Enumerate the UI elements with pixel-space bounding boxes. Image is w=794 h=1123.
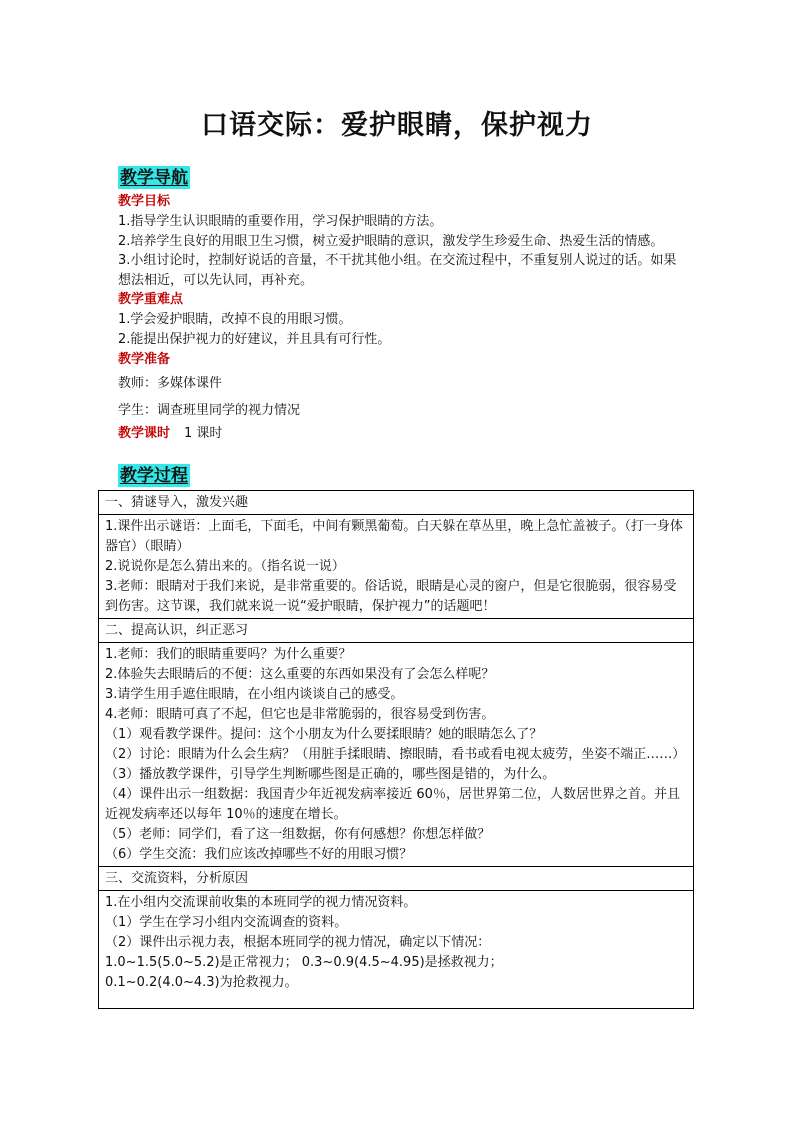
- process-line: 1.0~1.5(5.0~5.2)是正常视力； 0.3~0.9(4.5~4.95)是拯救视力；: [105, 955, 503, 970]
- key-point-item: 2.能提出保护视力的好建议，并且具有可行性。: [118, 331, 391, 347]
- hours-value: 1 课时: [184, 426, 223, 441]
- process-line: （3）播放教学课件，引导学生判断哪些图是正确的，哪些图是错的，为什么。: [105, 767, 556, 782]
- process-section-heading: 二、提高认识，纠正恶习: [99, 619, 693, 643]
- process-section-body: [99, 891, 693, 994]
- preparation-teacher: 教师：多媒体课件: [118, 376, 223, 391]
- process-line: （5）老师：同学们，看了这一组数据，你有何感想？你想怎样做？: [105, 827, 491, 842]
- key-points-heading: 教学重难点: [118, 292, 184, 307]
- objectives-heading: 教学目标: [118, 194, 171, 209]
- process-section-body: [99, 515, 693, 619]
- process-line: （2）课件出示视力表，根据本班同学的视力情况，确定以下情况：: [105, 935, 491, 950]
- process-line: （4）课件出示一组数据：我国青少年近视发病率接近 60％，居世界第二位，人数居世界之首。并且近视发病率还以每年 10％的速度在增长。: [105, 787, 680, 822]
- process-line: 1.老师：我们的眼睛重要吗？为什么重要？: [105, 647, 352, 662]
- nav-heading: 教学导航: [120, 168, 188, 188]
- process-section-heading: 三、交流资料，分析原因: [99, 867, 693, 891]
- preparation-student: 学生：调查班里同学的视力情况: [118, 403, 301, 418]
- process-line: 2.体验失去眼睛后的不便：这么重要的东西如果没有了会怎么样呢？: [105, 667, 495, 682]
- objective-item: 3.小组讨论时，控制好说话的音量，不干扰其他小组。在交流过程中，不重复别人说过的话。如果想法相近，可以先认同，再补充。: [118, 253, 677, 288]
- process-line: （6）学生交流：我们应该改掉哪些不好的用眼习惯？: [105, 847, 413, 862]
- process-line: （1）观看教学课件。提问：这个小朋友为什么要揉眼睛？她的眼睛怎么了？: [105, 727, 543, 742]
- process-line: 0.1~0.2(4.0~4.3)为抢救视力。: [105, 975, 298, 990]
- page-title: 口语交际：爱护眼睛，保护视力: [201, 110, 593, 141]
- process-line: 3.老师：眼睛对于我们来说，是非常重要的。俗话说，眼睛是心灵的窗户，但是它很脆弱，很容易受到伤害。这节课，我们就来说一说“爱护眼睛，保护视力”的话题吧！: [105, 579, 677, 614]
- teaching-navigation: [118, 192, 688, 444]
- hours-line: [118, 424, 688, 444]
- process-table: [98, 490, 694, 1009]
- process-line: 2.说说你是怎么猜出来的。（指名说一说）: [105, 559, 345, 574]
- objective-item: 2.培养学生良好的用眼卫生习惯，树立爱护眼睛的意识，激发学生珍爱生命、热爱生活的情感。: [118, 233, 664, 249]
- process-line: （2）讨论：眼睛为什么会生病？（用脏手揉眼睛、擦眼睛，看书或看电视太疲劳，坐姿不端正……）: [105, 747, 686, 762]
- objective-item: 1.指导学生认识眼睛的重要作用，学习保护眼睛的方法。: [118, 214, 443, 229]
- process-line: 4.老师：眼睛可真了不起，但它也是非常脆弱的，很容易受到伤害。: [105, 707, 495, 722]
- hours-label: 教学课时: [118, 426, 171, 441]
- preparation-heading: 教学准备: [118, 352, 171, 367]
- key-point-item: 1.学会爱护眼睛，改掉不良的用眼习惯。: [118, 312, 352, 327]
- process-section-heading: 一、猜谜导入，激发兴趣: [99, 491, 693, 515]
- process-section-body: [99, 643, 693, 867]
- process-line: 1.在小组内交流课前收集的本班同学的视力情况资料。: [105, 895, 417, 910]
- process-line: 1.课件出示谜语：上面毛，下面毛，中间有颗黑葡萄。白天躲在草丛里，晚上急忙盖被子。（打一身体器官）（眼睛）: [105, 519, 683, 554]
- process-line: （1）学生在学习小组内交流调查的资料。: [105, 915, 348, 930]
- process-line: 3.请学生用手遮住眼睛，在小组内谈谈自己的感受。: [105, 687, 404, 702]
- process-heading: 教学过程: [120, 466, 188, 486]
